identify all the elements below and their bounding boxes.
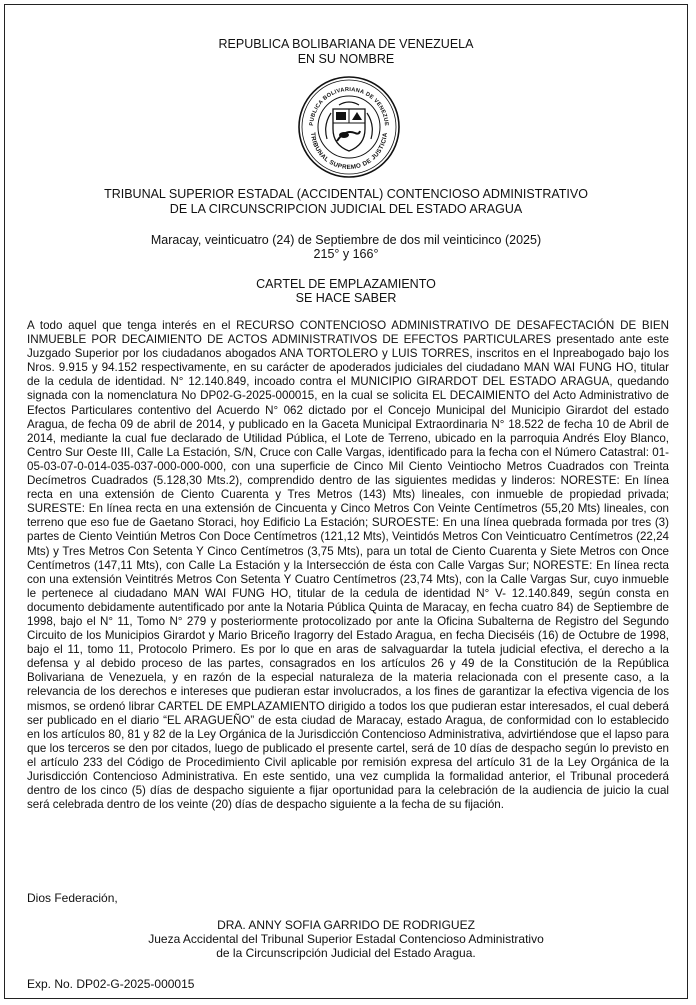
closing-line: Dios Federación, <box>27 891 118 905</box>
header-republic: REPUBLICA BOLIBARIANA DE VENEZUELA <box>218 37 474 51</box>
date-line: Maracay, veinticuatro (24) de Septiembre de dos mil veinticinco (2025) <box>150 233 542 247</box>
years-line: 215° y 166° <box>313 247 379 261</box>
date-block <box>5 233 687 261</box>
supreme-court-seal <box>297 75 401 179</box>
seal-emblem-icon <box>297 75 401 179</box>
header-en-su-nombre: EN SU NOMBRE <box>297 52 395 66</box>
signer-name: DRA. ANNY SOFIA GARRIDO DE RODRIGUEZ <box>217 918 475 932</box>
case-number: Exp. No. DP02-G-2025-000015 <box>27 977 195 991</box>
body-paragraph: A todo aquel que tenga interés en el RECURSO CONTENCIOSO ADMINISTRATIVO DE DESAFECTACIÓN DE BIEN INMUEBLE POR DECAIMIENTO DE ACTOS ADMINISTRATIVOS DE EFECTOS PARTICULARES presentado ante este Juzgado Superior por los ciudadanos abogados ANA TORTOLERO y LUIS TORRES, inscritos en el Inpreabogado bajo los Nros. 9.915 y 94.152 respectivamente, en su carácter de apoderados judiciales del ciudadano MAN WAI FUNG HO, titular de la cedula de identidad. N° 12.140.849, incoado contra el MUNICIPIO GIRARDOT DEL ESTADO ARAGUA, quedando signada con la nomenclatura No DP02-G-2025-000015, en la cual se solicita EL DECAIMIENTO del Acto Administrativo de Efectos Particulares contentivo del Acuerdo N° 062 dictado por el Concejo Municipal del Municipio Girardot del estado Aragua, de fecha 09 de abril de 2014, y publicado en la Gaceta Municipal Extraordinaria N° 18.522 de fecha 10 de Abril de 2014, mediante la cual fue declarado de Utilidad Pública, el Lote de Terreno, ubicado en la parroquia Andrés Eloy Blanco, Centro Sur Oeste III, Calle La Estación, S/N, Cruce con Calle Vargas, identificado para la fecha con el Número Catastral: 01- 05-03-07-0-014-035-037-000-000-000, con una superficie de Cinco Mil Ciento Veintiocho Metros Cuadrados con Treinta Decímetros Cuadrados (5.128,30 Mts.2), comprendido dentro de las siguientes medidas y linderos: NORESTE: En línea recta en una extensión de Ciento Cuarenta y Tres Metros (143) Mts) lineales, con inmueble de propiedad privada; SURESTE: En línea recta en una extensión de Cincuenta y Cinco Metros Con Veinte Centímetros (55,20 Mts) lineales, con terreno que eso fue de Gaetano Storaci, hoy Edificio La Estación; SUROESTE: En una línea quebrada formada por tres (3) partes de Ciento Veintiún Metros Con Doce Centímetros (121,12 Mts), Veintidós Metros Con Veinticuatro Centímetros (22,24 Mts) y Tres Metros Con Setenta Y Cinco Centímetros (3,75 Mts), para un total de Ciento Cuarenta y Siete Metros con Once Centímetros (147,11 Mts), con Calle La Estación y la Intersección de ésta con Calle Vargas Sur; NORESTE: En línea recta con una extensión Veintitrés Metros Con Setenta Y Cuatro Centímetros (23,74 Mts), con la Calle Vargas Sur, cuyo inmueble le pertenece al ciudadano MAN WAI FUNG HO, titular de la cedula de identidad N° V- 12.140.849, según consta en documento debidamente autentificado por ante la Notaria Pública Quinta de Maracay, en fecha cuatro 84) de Septiembre de 1998, bajo el N° 11, Tomo N° 279 y posteriormente protocolizado por ante la Oficina Subalterna de Registro del Segundo Circuito de los Municipios Girardot y Mario Briceño Iragorry del Estado Aragua, en fecha Dieciséis (16) de Octubre de 1998, bajo el 11, tomo 11, Protocolo Primero. Es por lo que en aras de salvaguardar la tutela judicial efectiva, el derecho a la defensa y al debido proceso de las partes, consagrados en los artículos 26 y 49 de la Constitución de la República Bolivariana de Venezuela, y en razón de la especial naturaleza de la materia relacionada con el presente caso, a la relevancia de los derechos e intereses que pudieran estar involucrados, a los fines de garantizar la efectiva vigencia de los mismos, se ordenó librar CARTEL DE EMPLAZAMIENTO dirigido a todos los que pudieran estar interesados, el cual deberá ser publicado en el diario “EL ARAGUEÑO” de esta ciudad de Maracay, estado Aragua, de conformidad con lo establecido en los artículos 80, 81 y 82 de la Ley Orgánica de la Jurisdicción Contencioso Administrativa, advirtiéndose que el lapso para que los terceros se den por citados, luego de publicado el presente cartel, será de 10 días de despacho según lo previsto en el artículo 233 del Código de Procedimiento Civil aplicable por remisión expresa del artículo 31 de la Ley Orgánica de la Jurisdicción Contencioso Administrativa. En este sentido, una vez cumplida la formalidad anterior, el Tribunal procederá dentro de los cinco (5) días de despacho siguiente a fijar oportunidad para la celebración de la audiencia de juicio la cual será celebrada dentro de los veinte (20) días de despacho siguiente a la fecha de su fijación. <box>27 319 669 812</box>
court-line-1: TRIBUNAL SUPERIOR ESTADAL (ACCIDENTAL) CONTENCIOSO ADMINISTRATIVO <box>104 187 588 201</box>
signer-jurisdiction: de la Circunscripción Judicial del Estado Aragua. <box>216 946 476 960</box>
seal-top-text: PUBLICA BOLIVARIANA DE VENEZUE <box>308 86 390 127</box>
court-name <box>5 187 687 217</box>
court-line-2: DE LA CIRCUNSCRIPCION JUDICIAL DEL ESTADO ARAGUA <box>169 202 523 216</box>
title-line-2: SE HACE SABER <box>295 291 397 305</box>
coat-of-arms-icon <box>326 102 373 151</box>
seal-bottom-text: TRIBUNAL SUPREMO DE JUSTICIA <box>308 131 390 172</box>
title-line-1: CARTEL DE EMPLAZAMIENTO <box>256 277 436 291</box>
header <box>5 37 687 67</box>
signer-role: Jueza Accidental del Tribunal Superior Estadal Contencioso Administrativo <box>148 932 544 946</box>
signature-block <box>5 918 687 960</box>
document-title <box>5 277 687 305</box>
page-border <box>4 4 688 999</box>
